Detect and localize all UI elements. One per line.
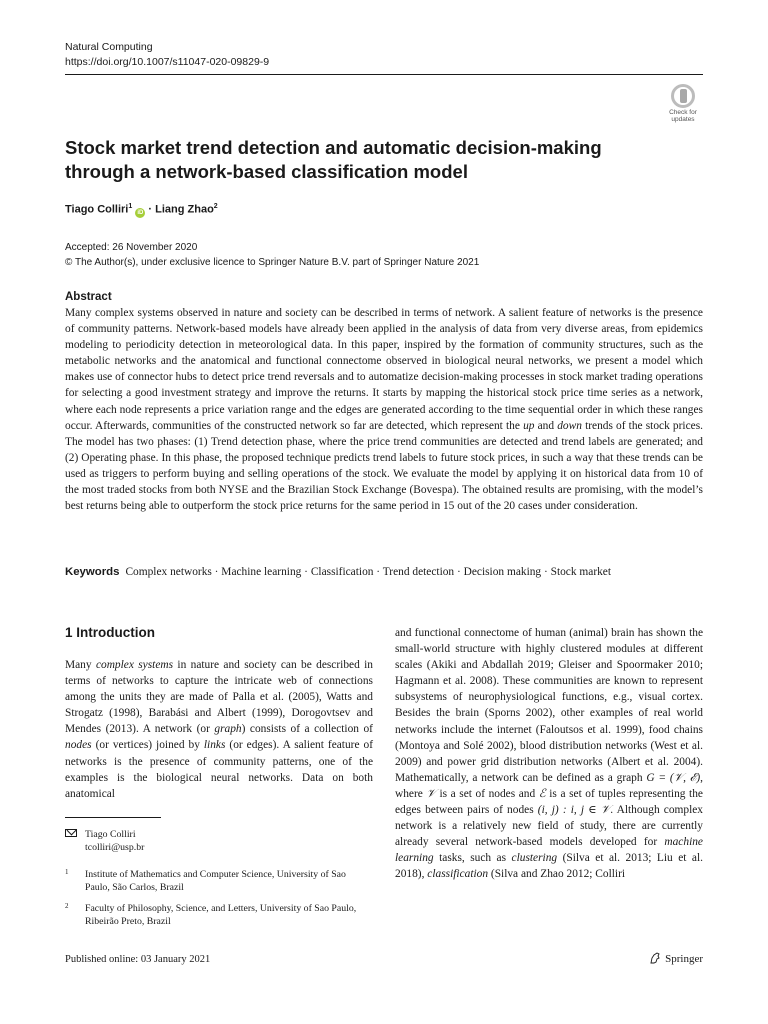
- header-rule: [65, 74, 703, 75]
- author-1-affiliation: 1: [128, 203, 133, 210]
- published-date: Published online: 03 January 2021: [65, 954, 211, 965]
- publisher-logo: [649, 952, 703, 965]
- introduction-left-column: Many complex systems in nature and society can be described in terms of networks to capture the intricate web of connections among the units they are made of Palla et al. (2005), Watts and Strogatz (1998), Barabási and Albert (1999), Dorogovtsev and Mendes (2013). A network (or graph) consists of a collection of nodes (or vertices) joined by links (or edges). A salient feature of networks is the presence of community patterns, one of the examples is the biological neural networks. Data on both anatomical: [65, 659, 373, 800]
- section-heading-introduction: 1 Introduction: [65, 625, 155, 640]
- abstract-body: Many complex systems observed in nature and society can be described in terms of network. A salient feature of networks is the presence of community patterns. Network-based models have already been applied in the analysis of data from very diverse areas, from epidemics modeling to periodicity detection in meteorological data. In this paper, inspired by the formation of community structures, such as the metabolic networks and the anatomical and functional connectome observed in biological neural networks, we present a model which makes use of connector hubs to detect price trend reversals and to automatize decision-making processes in stock market trading operations for selecting a good investment strategy and improve the returns. It starts by mapping the historical stock price time series as a network, where each node represents a price variation range and the edges are generated according to the time sequential order in which these ranges occur. Afterwards, communities of the constructed network so far are detected, which represent the up and down trends of the stock prices. The model has two phases: (1) Trend detection phase, where the price trend communities are detected and trend labels are generated; and (2) Operating phase. In this phase, the proposed technique predicts trend labels to future stock prices, in such a way that these trends can be used as triggers to perform buying and selling operations of the stock. We evaluate the model by applying it on historical data from 10 of the most traded stocks from both NYSE and the Brazilian Stock Exchange (Bovespa). The obtained results are promising, with the model’s best returns being able to outperform the stock price returns for the same period in 15 out of the 20 cases under consideration.: [65, 307, 703, 513]
- crossmark-label: Check for updates: [669, 109, 697, 123]
- author-separator: ·: [148, 203, 153, 216]
- journal-name: Natural Computing: [65, 41, 153, 53]
- author-2[interactable]: Liang Zhao: [155, 203, 214, 216]
- keywords-label: Keywords: [65, 566, 120, 578]
- contact-name: Tiago Colliri: [85, 829, 136, 840]
- abstract-heading: Abstract: [65, 291, 112, 303]
- orcid-icon[interactable]: iD: [137, 209, 144, 216]
- keywords-list: Complex networks · Machine learning · Classification · Trend detection · Decision making · Stock market: [125, 566, 612, 578]
- copyright-notice: © The Author(s), under exclusive licence to Springer Nature B.V. part of Springer Nature 2021: [65, 257, 480, 268]
- author-list: [65, 203, 218, 218]
- springer-horse-icon: [649, 952, 661, 964]
- accepted-date: Accepted: 26 November 2020: [65, 242, 198, 253]
- keywords-line: [65, 566, 611, 578]
- footnote-affiliation-2: 2 Faculty of Philosophy, Science, and Letters, University of Sao Paulo, Ribeirão Preto, Brazil: [65, 902, 357, 927]
- publisher-name: Springer: [665, 953, 703, 965]
- article-dates: [65, 240, 479, 270]
- crossmark-icon: [671, 84, 695, 108]
- contact-email[interactable]: tcolliri@usp.br: [85, 842, 145, 853]
- footnote-rule: [65, 817, 161, 818]
- check-for-updates-badge[interactable]: [664, 84, 702, 124]
- author-1[interactable]: Tiago Colliri: [65, 203, 129, 216]
- introduction-right-column: and functional connectome of human (animal) brain has shown the small-world structure with highly clustered modules at different scales (Akiki and Abdallah 2019; Gleiser and Spoormaker 2010; Hagmann et al. 2008). These communities are known to represent subsystems of neurophysiological functions, e.g., visual cortex. Besides the brain (Sporns 2002), other examples of real world networks include the internet (Faloutsos et al. 1999), food chains (Montoya and Solé 2002), blood distribution networks (West et al. 2009) and power grid distribution networks (Albert et al. 2004). Mathematically, a network can be defined as a graph G = (𝒱, ℰ), where 𝒱 is a set of nodes and ℰ is a set of tuples representing the edges between pairs of nodes (i, j) : i, j ∈ 𝒱. Although complex network is a relatively new field of study, there are currently already several network-based models developed for machine learning tasks, such as clustering (Silva et al. 2013; Liu et al. 2018), classification (Silva and Zhao 2012; Colliri: [395, 627, 703, 881]
- footnote-affiliation-1: 1 Institute of Mathematics and Computer Science, University of Sao Paulo, São Carlos, Brazil: [65, 868, 346, 893]
- paper-title: Stock market trend detection and automatic decision-making through a network-based classification model: [65, 137, 602, 182]
- journal-header: [65, 40, 269, 70]
- doi-link[interactable]: https://doi.org/10.1007/s11047-020-09829-9: [65, 56, 270, 68]
- corresponding-author: [65, 828, 144, 854]
- author-2-affiliation: 2: [213, 203, 218, 210]
- envelope-icon: [65, 829, 77, 837]
